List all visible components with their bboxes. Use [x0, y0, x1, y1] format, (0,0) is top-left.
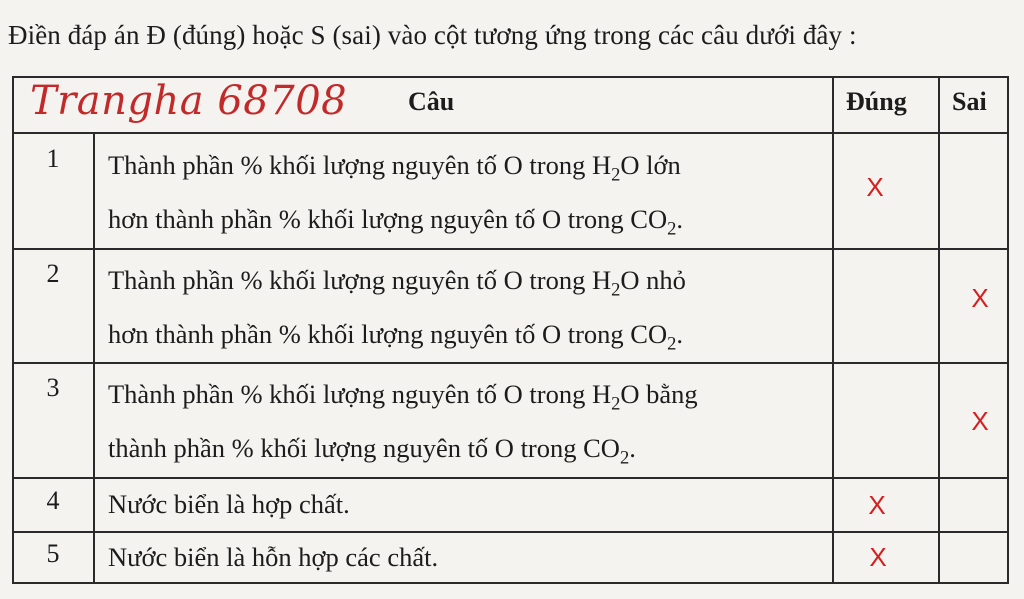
row-divider — [12, 248, 1009, 250]
statement-line: hơn thành phần % khối lượng nguyên tố O trong $CO_2$. — [108, 319, 683, 355]
statement-line: Nước biển là hỗn hợp các chất. — [108, 542, 439, 572]
row-number: 1 — [46, 144, 60, 173]
statement-line: Thành phần % khối lượng nguyên tố O trong $H_2O$ bằng — [108, 379, 698, 415]
watermark-signature: Trangha 68708 — [30, 78, 348, 124]
false-mark: X — [971, 283, 989, 313]
true-mark: X — [869, 542, 887, 572]
true-mark: X — [866, 172, 884, 202]
false-column-divider — [938, 76, 940, 584]
false-mark: X — [971, 406, 989, 436]
row-number: 4 — [46, 486, 60, 515]
statement-line: thành phần % khối lượng nguyên tố O trong $CO_2$. — [108, 433, 636, 469]
row-number: 5 — [46, 539, 60, 568]
answer-table — [12, 76, 1009, 584]
statement-line: Thành phần % khối lượng nguyên tố O trong $H_2O$ nhỏ — [108, 265, 686, 301]
statement-line: Thành phần % khối lượng nguyên tố O trong $H_2O$ lớn — [108, 150, 681, 186]
row-number: 3 — [46, 373, 60, 402]
instruction-text: Điền đáp án Đ (đúng) hoặc S (sai) vào cột tương ứng trong các câu dưới đây : — [8, 20, 857, 50]
header-question: Câu — [408, 87, 455, 116]
statement-line: hơn thành phần % khối lượng nguyên tố O trong $CO_2$. — [108, 204, 683, 240]
table-border-right — [1007, 76, 1009, 584]
number-column-divider — [93, 133, 95, 584]
row-divider — [12, 362, 1009, 364]
header-false: Sai — [952, 87, 987, 116]
statement-line: Nước biển là hợp chất. — [108, 489, 350, 519]
header-divider — [12, 132, 1009, 134]
header-true: Đúng — [846, 87, 907, 116]
row-number: 2 — [46, 259, 60, 288]
true-column-divider — [832, 76, 834, 584]
true-mark: X — [868, 490, 886, 520]
